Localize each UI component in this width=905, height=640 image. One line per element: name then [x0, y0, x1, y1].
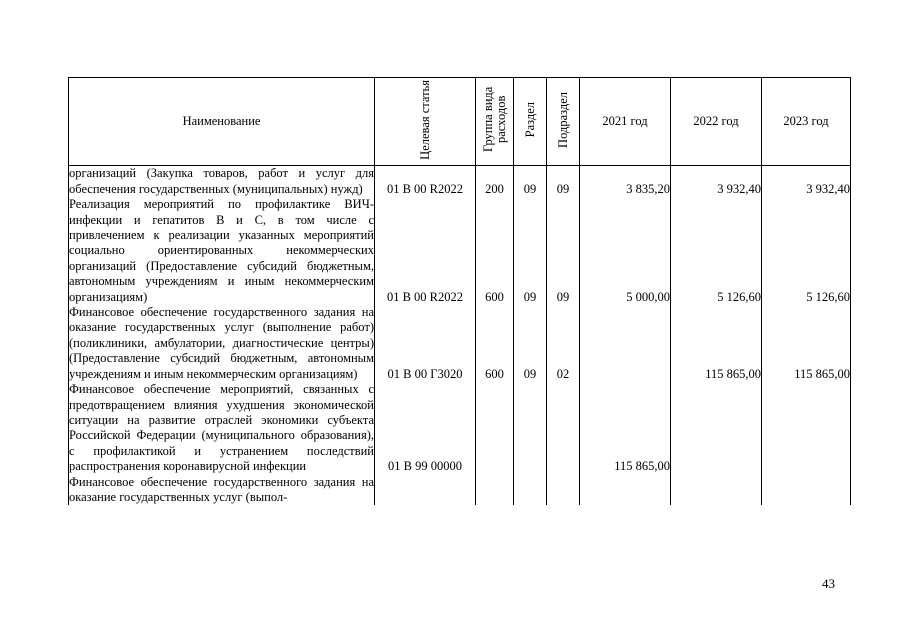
row-section: 09 [514, 305, 547, 382]
row-2021: 3 835,20 [580, 166, 671, 197]
row-subsection: 02 [547, 305, 580, 382]
table-header-row [69, 78, 851, 166]
row-section: 09 [514, 166, 547, 197]
row-2022 [671, 475, 762, 506]
header-expense-group: Группа вида расходов [476, 78, 514, 166]
row-2023 [762, 382, 851, 474]
row-target: 01 В 00 R2022 [375, 166, 476, 197]
row-expense-group: 200 [476, 166, 514, 197]
row-subsection: 09 [547, 197, 580, 305]
header-2022: 2022 год [671, 78, 762, 166]
row-name: Реализация мероприятий по профилактике ВИЧ-инфекции и гепатитов В и С, в том числе с привлечением к реализации указанных мероприятий социально ориентированных некоммерческих организаций (Предоставление субсидий бюджетным, автономным учреждениям и иным некоммерческим организациям) [69, 197, 374, 304]
row-2022: 115 865,00 [671, 305, 762, 382]
budget-table [68, 77, 851, 505]
row-section [514, 382, 547, 474]
row-expense-group: 600 [476, 305, 514, 382]
row-section [514, 475, 547, 506]
table-row [69, 382, 851, 474]
row-subsection [547, 382, 580, 474]
table-row [69, 305, 851, 382]
row-2023: 5 126,60 [762, 197, 851, 305]
row-2021 [580, 475, 671, 506]
row-2022: 3 932,40 [671, 166, 762, 197]
table-row [69, 197, 851, 305]
row-expense-group [476, 475, 514, 506]
header-2021: 2021 год [580, 78, 671, 166]
table-row [69, 166, 851, 197]
row-2023: 115 865,00 [762, 305, 851, 382]
row-target: 01 В 00 Г3020 [375, 305, 476, 382]
table-row [69, 475, 851, 506]
header-section: Раздел [514, 78, 547, 166]
header-2023: 2023 год [762, 78, 851, 166]
row-2021: 115 865,00 [580, 382, 671, 474]
row-name: Финансовое обеспечение государственного задания на оказание государственных услуг (выпол- [69, 474, 374, 504]
row-2023 [762, 475, 851, 506]
row-2023: 3 932,40 [762, 166, 851, 197]
row-section: 09 [514, 197, 547, 305]
row-target [375, 475, 476, 506]
row-subsection [547, 475, 580, 506]
page-number: 43 [822, 576, 835, 591]
row-2022 [671, 382, 762, 474]
row-subsection: 09 [547, 166, 580, 197]
row-target: 01 В 99 00000 [375, 382, 476, 474]
row-2021: 5 000,00 [580, 197, 671, 305]
header-target: Целевая статья [375, 78, 476, 166]
row-2021 [580, 305, 671, 382]
header-subsection: Подраздел [547, 78, 580, 166]
row-expense-group [476, 382, 514, 474]
row-name: организаций (Закупка товаров, работ и услуг для обеспечения государственных (муниципальных) нужд) [69, 166, 374, 196]
row-target: 01 В 00 R2022 [375, 197, 476, 305]
row-expense-group: 600 [476, 197, 514, 305]
row-2022: 5 126,60 [671, 197, 762, 305]
row-name: Финансовое обеспечение государственного задания на оказание государственных услуг (выполнение работ) (поликлиники, амбулатории, диагностические центры) (Предоставление субсидий бюджетным, автономным учреждениям и иным некоммерческим организациям) [69, 305, 374, 381]
row-name: Финансовое обеспечение мероприятий, связанных с предотвращением влияния ухудшения экономической ситуации на развитие отраслей экономики субъекта Российской Федерации (муниципального образования), с профилактикой и устранением последствий распространения коронавирусной инфекции [69, 382, 374, 474]
header-name: Наименование [69, 78, 375, 166]
